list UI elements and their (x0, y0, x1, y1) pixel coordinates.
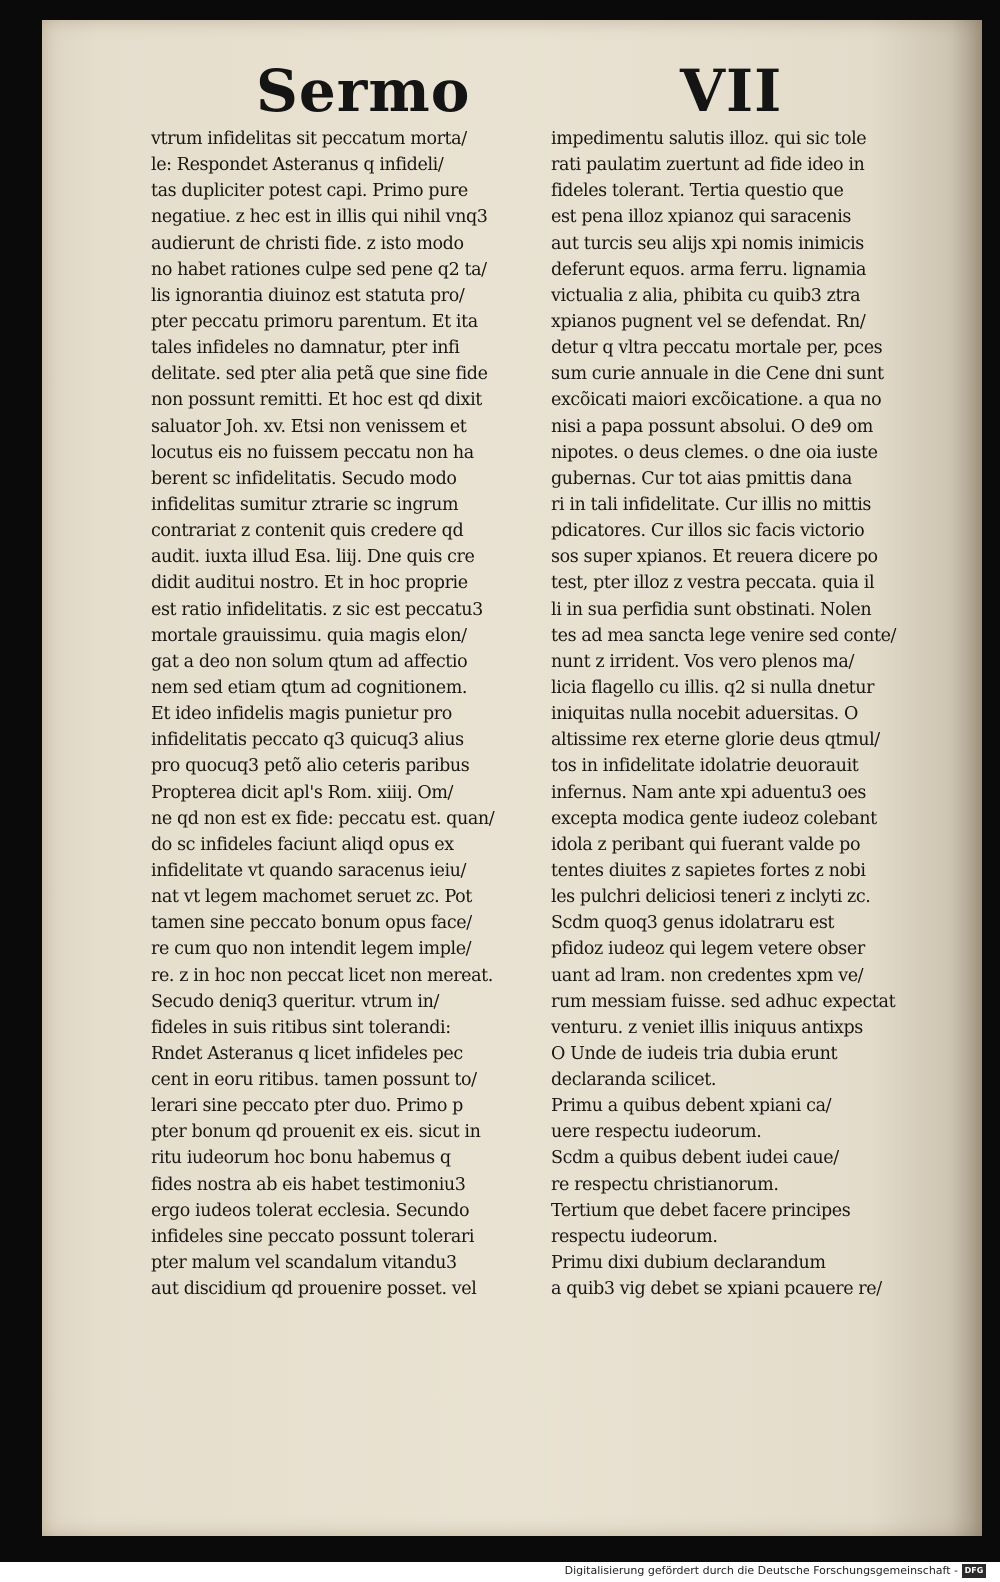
text-line: fideles in suis ritibus sint tolerandi: (151, 1017, 451, 1038)
text-line: lerari sine peccato pter duo. Primo p (151, 1096, 463, 1117)
text-line: Tertium que debet facere principes (551, 1200, 851, 1221)
text-line: detur q vltra peccatu mortale per, pces (551, 338, 883, 359)
text-line: altissime rex eterne glorie deus qtmul/ (551, 730, 880, 751)
text-line: Propterea dicit apl's Rom. xiiij. Om/ (151, 782, 454, 803)
text-line: iniquitas nulla nocebit aduersitas. O (551, 704, 858, 725)
text-line: li in sua perfidia sunt obstinati. Nolen (551, 599, 872, 620)
text-line: rati paulatim zuertunt ad fide ideo in (551, 155, 865, 176)
text-line: idola z peribant qui fuerant valde po (551, 834, 861, 855)
text-line: fideles tolerant. Tertia questio que (551, 181, 844, 202)
text-line: declaranda scilicet. (551, 1070, 716, 1091)
text-line: infidelitatis peccato q3 quicuq3 alius (151, 730, 464, 751)
text-line: saluator Joh. xv. Etsi non venissem et (151, 416, 467, 437)
text-line: Scdm quoq3 genus idolatraru est (551, 913, 835, 934)
text-line: est pena illoz xpianoz qui saracenis (551, 207, 852, 228)
text-line: infideles sine peccato possunt tolerari (151, 1226, 475, 1247)
text-line: aut discidium qd prouenire posset. vel (151, 1279, 477, 1300)
text-line: aut turcis seu alijs xpi nomis inimicis (551, 233, 864, 254)
text-line: audierunt de christi fide. z isto modo (151, 233, 464, 254)
text-line: tas dupliciter potest capi. Primo pure (151, 181, 468, 202)
text-line: uant ad lram. non credentes xpm ve/ (551, 965, 864, 986)
text-line: pter malum vel scandalum vitandu3 (151, 1253, 457, 1274)
text-line: Scdm a quibus debent iudei caue/ (551, 1148, 839, 1169)
text-column-left (151, 126, 555, 1302)
book-page (42, 20, 982, 1536)
text-line: Et ideo infidelis magis punietur pro (151, 704, 452, 725)
text-line: delitate. sed pter alia petã que sine fide (151, 364, 488, 385)
text-line: ne qd non est ex fide: peccatu est. quan/ (151, 808, 495, 829)
text-line: venturu. z veniet illis iniquus antixps (551, 1017, 863, 1038)
text-line: gat a deo non solum qtum ad affectio (151, 651, 468, 672)
text-line: tentes diuites z sapietes fortes z nobi (551, 860, 866, 881)
text-line: audit. iuxta illud Esa. liij. Dne quis cre (151, 547, 475, 568)
text-line: uere respectu iudeorum. (551, 1122, 762, 1143)
text-line: re respectu christianorum. (551, 1174, 779, 1195)
text-line: tamen sine peccato bonum opus face/ (151, 913, 472, 934)
text-line: est ratio infidelitatis. z sic est peccatu3 (151, 599, 483, 620)
footer-bar (0, 1562, 1000, 1582)
text-line: ergo iudeos tolerat ecclesia. Secundo (151, 1200, 470, 1221)
text-line: no habet rationes culpe sed pene q2 ta/ (151, 259, 487, 280)
funding-note: Digitalisierung gefördert durch die Deutsche Forschungsgemeinschaft - (564, 1564, 958, 1577)
text-line: les pulchri deliciosi teneri z inclyti zc. (551, 887, 871, 908)
text-line: nipotes. o deus clemes. o dne oia iuste (551, 442, 878, 463)
text-line: impedimentu salutis illoz. qui sic tole (551, 129, 867, 149)
text-line: xpianos pugnent vel se defendat. Rn/ (551, 311, 866, 332)
text-line: nunt z irrident. Vos vero plenos ma/ (551, 651, 854, 672)
text-line: berent sc infidelitatis. Secudo modo (151, 468, 457, 489)
text-line: ri in tali infidelitate. Cur illis no mittis (551, 494, 871, 515)
text-line: Primu dixi dubium declarandum (551, 1253, 826, 1274)
text-line: excõicati maiori excõicatione. a qua no (551, 390, 882, 411)
text-line: re. z in hoc non peccat licet non mereat. (151, 965, 493, 986)
running-head-right: VII (680, 57, 783, 125)
text-line: excepta modica gente iudeoz colebant (551, 808, 877, 829)
text-line: Secudo deniq3 queritur. vtrum in/ (151, 991, 439, 1012)
text-line: pdicatores. Cur illos sic facis victorio (551, 521, 865, 542)
text-line: nem sed etiam qtum ad cognitionem. (151, 677, 468, 698)
text-line: infernus. Nam ante xpi aduentu3 oes (551, 782, 866, 803)
text-line: fides nostra ab eis habet testimoniu3 (151, 1174, 466, 1195)
text-line: deferunt equos. arma ferru. lignamia (551, 259, 867, 280)
text-line: infidelitate vt quando saracenus ieiu/ (151, 860, 467, 881)
text-line: sum curie annuale in die Cene dni sunt (551, 364, 884, 385)
dfg-logo: DFG (962, 1564, 986, 1578)
text-line: tos in infidelitate idolatrie deuorauit (551, 756, 859, 777)
text-line: non possunt remitti. Et hoc est qd dixit (151, 390, 482, 411)
text-line: victualia z alia, phibita cu quib3 ztra (551, 285, 861, 306)
text-line: Primu a quibus debent xpiani ca/ (551, 1096, 832, 1117)
text-line: locutus eis no fuissem peccatu non ha (151, 442, 474, 463)
text-line: pro quocuq3 petõ alio ceteris paribus (151, 756, 470, 777)
text-line: mortale grauissimu. quia magis elon/ (151, 625, 467, 646)
text-line: le: Respondet Asteranus q infideli/ (151, 155, 444, 176)
running-head-left: Sermo (256, 57, 471, 125)
text-line: contrariat z contenit quis credere qd (151, 521, 464, 542)
text-line: licia flagello cu illis. q2 si nulla dnetur (551, 677, 875, 698)
text-line: negatiue. z hec est in illis qui nihil vnq3 (151, 207, 488, 228)
text-line: vtrum infidelitas sit peccatum morta/ (151, 129, 467, 149)
text-line: lis ignorantia diuinoz est statuta pro/ (151, 285, 465, 306)
text-line: rum messiam fuisse. sed adhuc expectat (551, 991, 896, 1012)
text-line: tales infideles no damnatur, pter infi (151, 338, 460, 359)
text-line: pter bonum qd prouenit ex eis. sicut in (151, 1122, 481, 1143)
text-line: pter peccatu primoru parentum. Et ita (151, 311, 478, 332)
text-line: tes ad mea sancta lege venire sed conte/ (551, 625, 897, 646)
text-line: O Unde de iudeis tria dubia erunt (551, 1043, 838, 1064)
text-line: pfidoz iudeoz qui legem vetere obser (551, 939, 865, 960)
text-line: nat vt legem machomet seruet zc. Pot (151, 887, 472, 908)
text-line: didit auditui nostro. Et in hoc proprie (151, 573, 468, 594)
text-line: nisi a papa possunt absolui. O de9 om (551, 416, 873, 437)
text-column-right (551, 126, 951, 1302)
text-line: gubernas. Cur tot aias pmittis dana (551, 468, 852, 489)
text-line: do sc infideles faciunt aliqd opus ex (151, 834, 454, 855)
text-line: infidelitas sumitur ztrarie sc ingrum (151, 494, 459, 515)
text-line: cent in eoru ritibus. tamen possunt to/ (151, 1070, 477, 1091)
text-line: sos super xpianos. Et reuera dicere po (551, 547, 878, 568)
text-line: Rndet Asteranus q licet infideles pec (151, 1043, 463, 1064)
text-line: respectu iudeorum. (551, 1226, 718, 1247)
text-line: re cum quo non intendit legem imple/ (151, 939, 472, 960)
text-line: a quib3 vig debet se xpiani pcauere re/ (551, 1279, 882, 1300)
text-line: ritu iudeorum hoc bonu habemus q (151, 1148, 451, 1169)
text-line: test, pter illoz z vestra peccata. quia il (551, 573, 875, 594)
